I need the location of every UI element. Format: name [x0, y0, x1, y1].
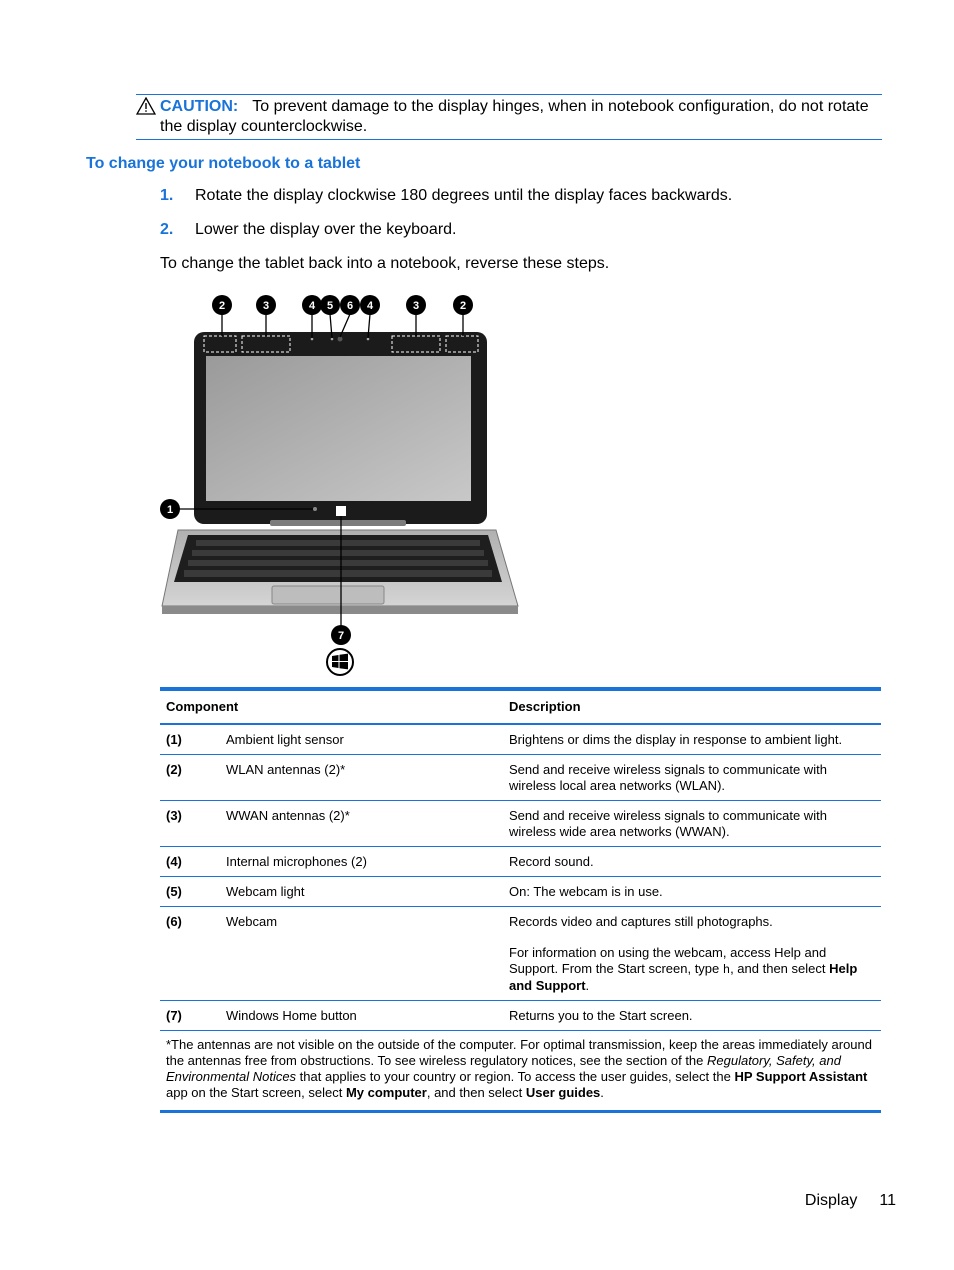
- component-description: Brightens or dims the display in response to ambient light.: [503, 724, 881, 755]
- caution-text-block: [160, 97, 882, 137]
- section-heading: To change your notebook to a tablet: [86, 155, 361, 172]
- table-row: [160, 1001, 881, 1031]
- row-number: (2): [160, 755, 220, 801]
- windows-button: [336, 506, 346, 516]
- microphone-right: [367, 338, 370, 341]
- component-description: On: The webcam is in use.: [503, 877, 881, 907]
- svg-text:5: 5: [326, 300, 334, 312]
- component-description: Returns you to the Start screen.: [503, 1001, 881, 1031]
- table-row: [160, 801, 881, 847]
- table-row: [160, 907, 881, 1001]
- component-name: WLAN antennas (2)*: [220, 755, 503, 801]
- webcam-description: Records video and captures still photographs.: [509, 914, 773, 929]
- caution-label: CAUTION:: [160, 98, 239, 115]
- row-number: (4): [160, 847, 220, 877]
- webcam: [338, 337, 343, 342]
- components-table: [160, 687, 881, 1113]
- table-row: [160, 724, 881, 755]
- column-header-description: Description: [503, 691, 881, 724]
- svg-text:1: 1: [166, 504, 174, 516]
- webcam-light: [331, 338, 334, 341]
- microphone-left: [311, 338, 314, 341]
- windows-logo-icon: [327, 649, 353, 675]
- table-row: [160, 847, 881, 877]
- component-name: Internal microphones (2): [220, 847, 503, 877]
- svg-text:6: 6: [346, 300, 354, 312]
- component-name: Ambient light sensor: [220, 724, 503, 755]
- page-footer: [805, 1192, 896, 1210]
- table-footnote-row: [160, 1031, 881, 1111]
- component-name: Webcam light: [220, 877, 503, 907]
- row-number: (3): [160, 801, 220, 847]
- reverse-steps-text: To change the tablet back into a notebook, reverse these steps.: [160, 255, 610, 272]
- caution-note: [136, 94, 882, 140]
- table-row: [160, 755, 881, 801]
- svg-text:2: 2: [218, 300, 226, 312]
- component-description: Send and receive wireless signals to communicate with wireless local area networks (WLAN).: [503, 755, 881, 801]
- component-name: Webcam: [220, 907, 503, 1001]
- notebook-component-illustration: [158, 290, 528, 682]
- table-row: [160, 877, 881, 907]
- footer-section: Display: [804, 1192, 858, 1209]
- svg-text:7: 7: [337, 630, 345, 642]
- svg-text:4: 4: [366, 300, 374, 312]
- row-number: (7): [160, 1001, 220, 1031]
- svg-text:2: 2: [459, 300, 467, 312]
- component-name: WWAN antennas (2)*: [220, 801, 503, 847]
- hinge-bar: [270, 520, 406, 526]
- component-description-multi: [503, 907, 881, 1001]
- warning-triangle-icon: [136, 97, 156, 115]
- row-number: (1): [160, 724, 220, 755]
- touchpad: [272, 586, 384, 604]
- component-description: Record sound.: [503, 847, 881, 877]
- row-number: (5): [160, 877, 220, 907]
- step-text: Lower the display over the keyboard.: [195, 221, 457, 238]
- page-number: 11: [879, 1192, 896, 1209]
- svg-text:4: 4: [308, 300, 316, 312]
- step-1: [160, 186, 732, 206]
- row-number: (6): [160, 907, 220, 1001]
- step-number: 1.: [160, 187, 174, 204]
- column-header-component: Component: [160, 691, 503, 724]
- step-text: Rotate the display clockwise 180 degrees until the display faces backwards.: [195, 187, 733, 204]
- svg-text:3: 3: [412, 300, 420, 312]
- component-name: Windows Home button: [220, 1001, 503, 1031]
- step-number: 2.: [160, 221, 174, 238]
- step-2: [160, 220, 456, 240]
- svg-text:3: 3: [262, 300, 270, 312]
- webcam-help-text: For information on using the webcam, access Help and Support. From the Start screen, type h, and then select Help and Support.: [509, 945, 858, 993]
- antenna-footnote: *The antennas are not visible on the outside of the computer. For optimal transmission, keep the areas immediately around the antennas free from obstructions. To see wireless regulatory notices, see the section of the Regulatory, Safety, and Environmental Notices that applies to your country or region. To access the user guides, select the HP Support Assistant app on the Start screen, select My computer, and then select User guides.: [166, 1037, 872, 1100]
- component-description: Send and receive wireless signals to communicate with wireless wide area networks (WWAN).: [503, 801, 881, 847]
- caution-text: To prevent damage to the display hinges, when in notebook configuration, do not rotate the display counterclockwise.: [160, 98, 869, 135]
- ambient-light-sensor: [313, 507, 317, 511]
- display-screen: [206, 356, 471, 501]
